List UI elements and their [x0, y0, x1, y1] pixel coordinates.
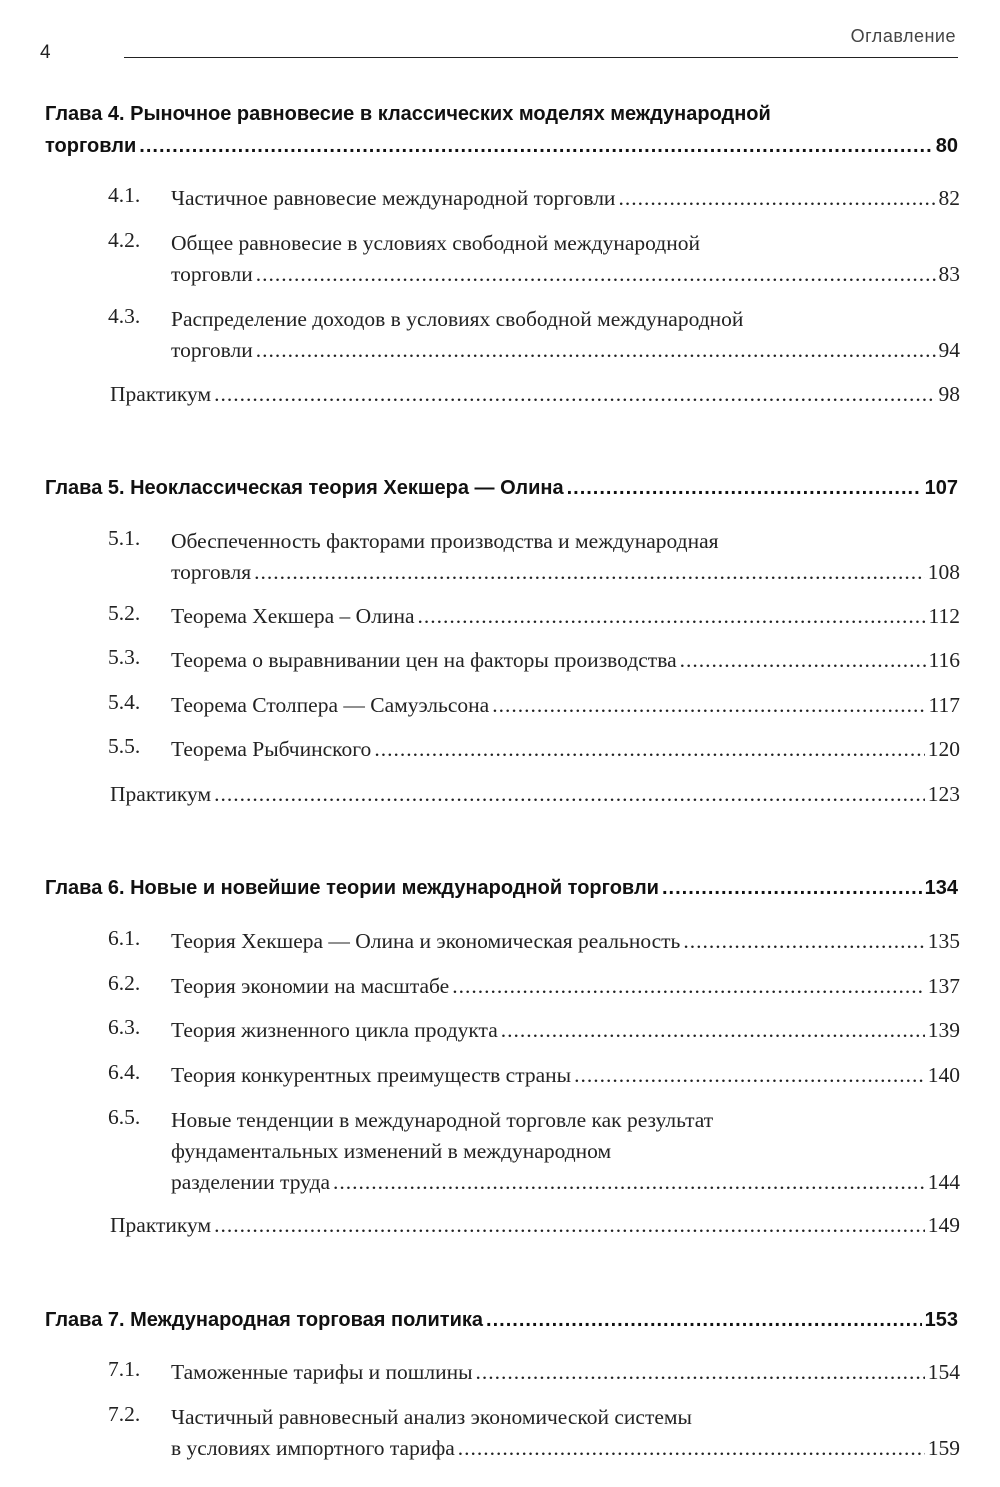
section-7-1-entry[interactable] [108, 1357, 960, 1388]
section-title: торговли [171, 338, 253, 362]
header-rule [124, 57, 958, 58]
page-ref: 140 [927, 1063, 960, 1087]
section-7-2-entry[interactable] [108, 1402, 960, 1464]
dot-leader [214, 779, 925, 810]
section-5-2-entry[interactable] [108, 601, 960, 632]
dot-leader [374, 734, 924, 765]
section-title: Теория жизненного цикла продукта [171, 1018, 498, 1042]
practicum-6-entry[interactable] [110, 1210, 960, 1241]
dot-leader [214, 1210, 925, 1241]
page-ref: 139 [927, 1018, 960, 1042]
section-title: Теорема Рыбчинского [171, 737, 372, 761]
page-ref: 154 [927, 1360, 960, 1384]
page-ref: 134 [924, 877, 958, 899]
section-6-4-entry[interactable] [108, 1060, 960, 1091]
chapter-title-line: Глава 7. Международная торговая политика [45, 1309, 484, 1331]
section-number: 5.2. [108, 601, 141, 625]
section-number: 6.3. [108, 1015, 141, 1039]
section-title: в условиях импортного тарифа [171, 1436, 455, 1460]
section-number: 7.1. [108, 1357, 141, 1381]
section-4-3-entry[interactable] [108, 304, 960, 366]
practicum-label: Практикум [110, 782, 212, 806]
section-number: 4.1. [108, 183, 141, 207]
chapter-title-line: торговли [45, 135, 137, 157]
dot-leader [333, 1167, 925, 1198]
section-number: 6.5. [108, 1105, 141, 1129]
dot-leader [418, 601, 926, 632]
section-number: 4.3. [108, 304, 141, 328]
section-6-1-entry[interactable] [108, 926, 960, 957]
page-ref: 108 [927, 560, 960, 584]
page-ref: 83 [938, 262, 960, 286]
section-number: 4.2. [108, 228, 141, 252]
practicum-5-entry[interactable] [110, 779, 960, 810]
dot-leader [139, 130, 932, 162]
section-5-1-entry[interactable] [108, 526, 960, 588]
page-ref: 144 [927, 1170, 960, 1194]
page-ref: 82 [938, 186, 960, 210]
page-ref: 80 [935, 135, 958, 157]
section-number: 6.1. [108, 926, 141, 950]
dot-leader [476, 1357, 925, 1388]
dot-leader [452, 971, 925, 1002]
running-head: Оглавление [850, 26, 956, 46]
section-title: Теорема Столпера — Самуэльсона [171, 693, 490, 717]
chapter-title-line: Глава 4. Рыночное равновесие в классических моделях международной [45, 103, 771, 125]
section-4-1-entry[interactable] [108, 183, 960, 214]
dot-leader [458, 1433, 925, 1464]
dot-leader [492, 690, 925, 721]
section-6-5-entry[interactable] [108, 1105, 960, 1198]
section-title: Теорема о выравнивании цен на факторы производства [171, 648, 677, 672]
chapter-5-entry[interactable] [45, 472, 958, 504]
dot-leader [256, 259, 936, 290]
page-ref: 107 [924, 477, 958, 499]
dot-leader [567, 472, 922, 504]
dot-leader [662, 872, 922, 904]
section-title: Новые тенденции в международной торговле как результат [171, 1108, 714, 1132]
section-number: 6.4. [108, 1060, 141, 1084]
section-5-4-entry[interactable] [108, 690, 960, 721]
section-number: 6.2. [108, 971, 141, 995]
section-6-2-entry[interactable] [108, 971, 960, 1002]
section-title: Таможенные тарифы и пошлины [171, 1360, 473, 1384]
page-ref: 137 [927, 974, 960, 998]
section-title: торговли [171, 262, 253, 286]
section-title: Теория экономии на масштабе [171, 974, 450, 998]
section-title: Теория Хекшера — Олина и экономическая реальность [171, 929, 681, 953]
page-ref: 153 [924, 1309, 958, 1331]
dot-leader [683, 926, 924, 957]
page-ref: 123 [927, 782, 960, 806]
page-ref: 135 [927, 929, 960, 953]
section-title: Общее равновесие в условиях свободной международной [171, 231, 700, 255]
chapter-title-line: Глава 5. Неоклассическая теория Хекшера — Олина [45, 477, 564, 499]
section-title: Частичное равновесие международной торговли [171, 186, 616, 210]
page-ref: 112 [928, 604, 960, 628]
section-5-3-entry[interactable] [108, 645, 960, 676]
section-title: фундаментальных изменений в международном [171, 1139, 612, 1163]
page-number: 4 [40, 42, 51, 63]
section-title: Обеспеченность факторами производства и международная [171, 529, 719, 553]
dot-leader [214, 379, 935, 410]
section-6-3-entry[interactable] [108, 1015, 960, 1046]
page-ref: 159 [927, 1436, 960, 1460]
section-title: Теория конкурентных преимуществ страны [171, 1063, 572, 1087]
chapter-6-entry[interactable] [45, 872, 958, 904]
section-number: 5.4. [108, 690, 141, 714]
dot-leader [680, 645, 926, 676]
page-ref: 116 [928, 648, 960, 672]
practicum-4-entry[interactable] [110, 379, 960, 410]
dot-leader [618, 183, 935, 214]
chapter-title-line: Глава 6. Новые и новейшие теории международной торговли [45, 877, 659, 899]
section-number: 5.1. [108, 526, 141, 550]
page-ref: 117 [928, 693, 960, 717]
page-ref: 149 [927, 1213, 960, 1237]
practicum-label: Практикум [110, 1213, 212, 1237]
practicum-label: Практикум [110, 382, 212, 406]
section-number: 5.3. [108, 645, 141, 669]
chapter-4-entry[interactable] [45, 98, 958, 162]
chapter-7-entry[interactable] [45, 1304, 958, 1336]
section-title: Распределение доходов в условиях свободной международной [171, 307, 744, 331]
section-title: разделении труда [171, 1170, 331, 1194]
section-number: 7.2. [108, 1402, 141, 1426]
section-number: 5.5. [108, 734, 141, 758]
section-4-2-entry[interactable] [108, 228, 960, 290]
page-ref: 98 [938, 382, 960, 406]
section-5-5-entry[interactable] [108, 734, 960, 765]
page-ref: 94 [938, 338, 960, 362]
dot-leader [574, 1060, 925, 1091]
section-title: торговля [171, 560, 252, 584]
section-title: Частичный равновесный анализ экономической системы [171, 1405, 692, 1429]
dot-leader [501, 1015, 925, 1046]
dot-leader [486, 1304, 922, 1336]
dot-leader [254, 557, 925, 588]
dot-leader [256, 335, 936, 366]
section-title: Теорема Хекшера – Олина [171, 604, 415, 628]
page-ref: 120 [927, 737, 960, 761]
